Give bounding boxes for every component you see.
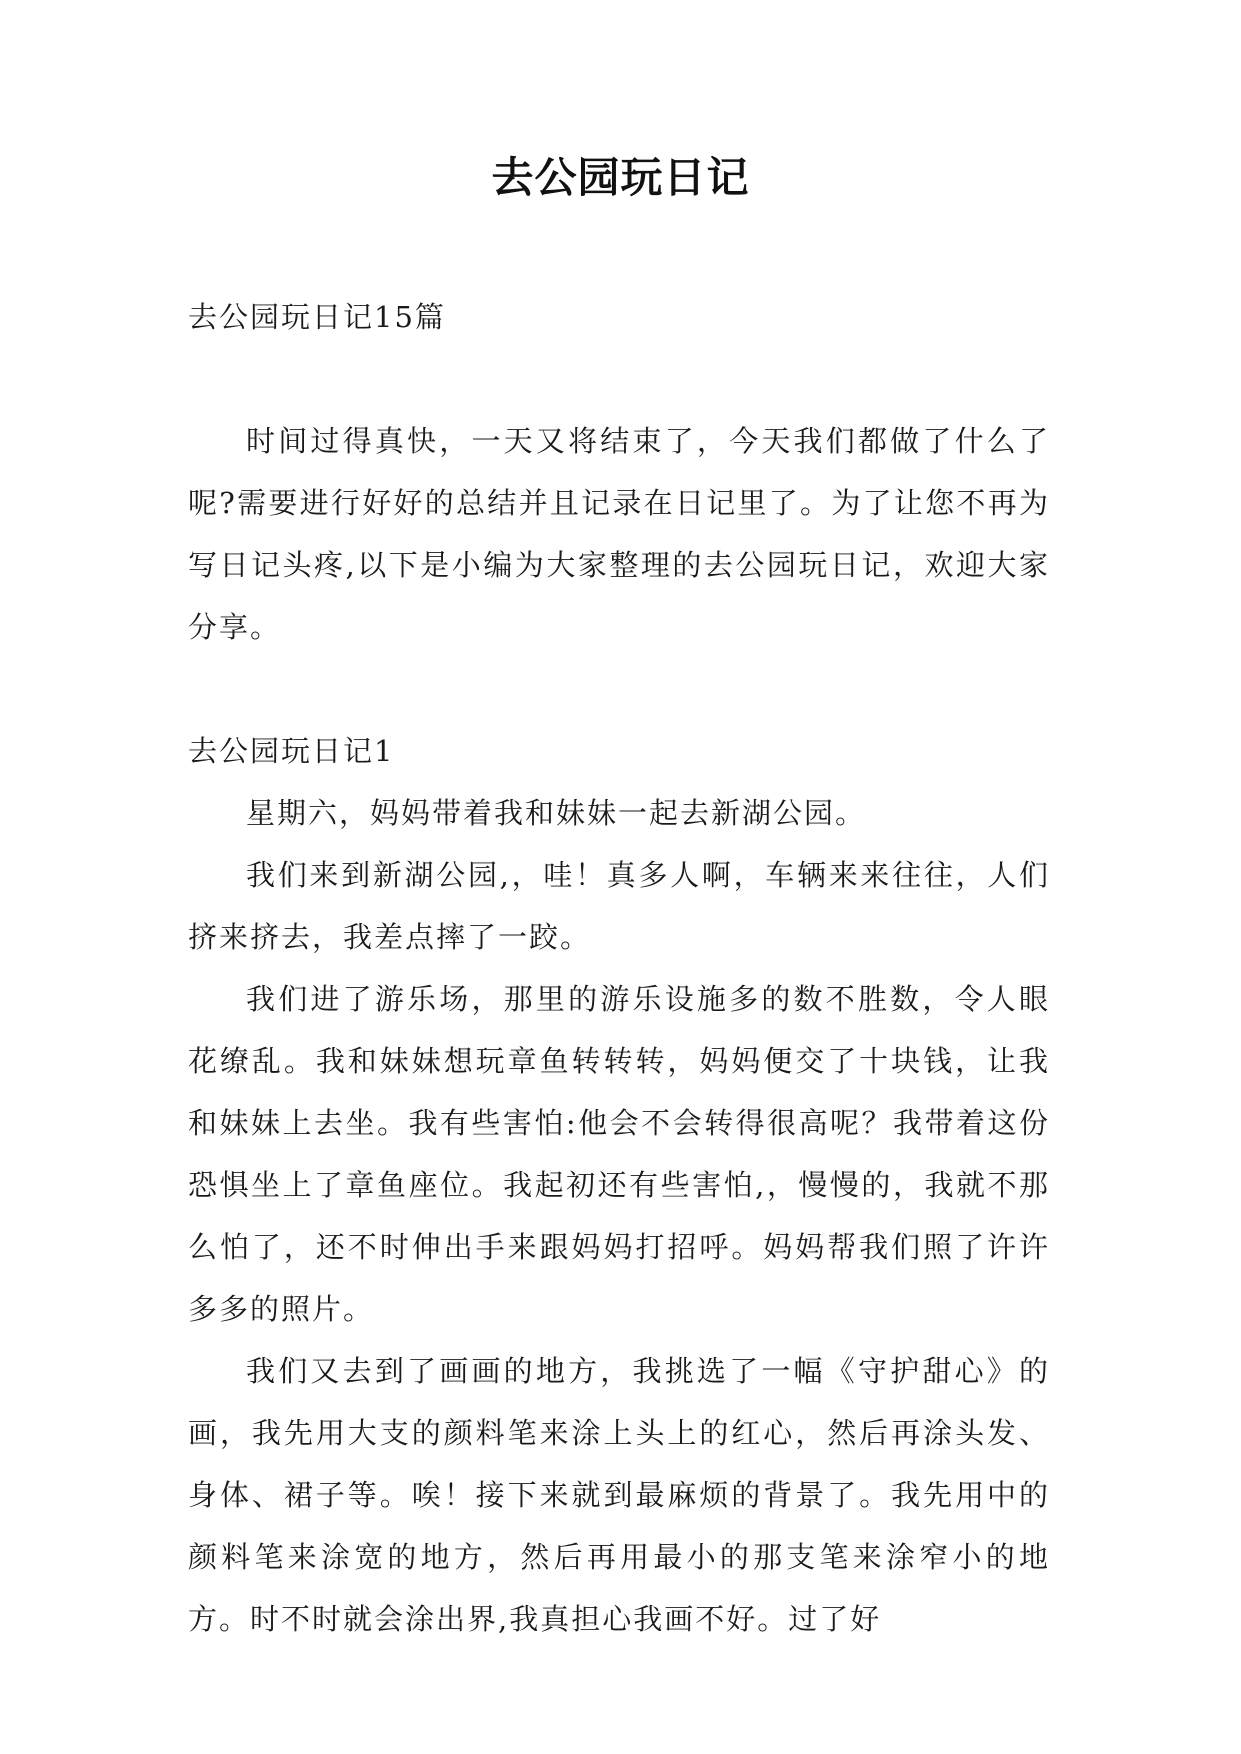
spacer [188,348,1050,410]
body-paragraph: 星期六，妈妈带着我和妹妹一起去新湖公园。 [246,796,867,830]
document-body [188,286,1050,1650]
document-title: 去公园玩日记 [491,153,750,202]
section-heading: 去公园玩日记1 [188,734,395,768]
spacer [188,658,1050,720]
body-paragraph: 我们来到新湖公园,，哇！真多人啊，车辆来来往往，人们挤来挤去，我差点摔了一跤。 [188,858,1050,954]
body-paragraph: 我们又去到了画画的地方，我挑选了一幅《守护甜心》的画，我先用大支的颜料笔来涂上头上的红心，然后再涂头发、身体、裙子等。唉！接下来就到最麻烦的背景了。我先用中的颜料笔来涂宽的地方，然后再用最小的那支笔来涂窄小的地方。时不时就会涂出界,我真担心我画不好。过了好 [188,1354,1050,1636]
body-paragraph: 我们进了游乐场，那里的游乐设施多的数不胜数，令人眼花缭乱。我和妹妹想玩章鱼转转转，妈妈便交了十块钱，让我和妹妹上去坐。我有些害怕:他会不会转得很高呢？我带着这份恐惧坐上了章鱼座位。我起初还有些害怕,，慢慢的，我就不那么怕了，还不时伸出手来跟妈妈打招呼。妈妈帮我们照了许许多多的照片。 [188,982,1050,1326]
intro-paragraph: 时间过得真快，一天又将结束了，今天我们都做了什么了呢?需要进行好好的总结并且记录在日记里了。为了让您不再为写日记头疼,以下是小编为大家整理的去公园玩日记，欢迎大家分享。 [188,424,1050,644]
document-subtitle: 去公园玩日记15篇 [188,300,446,334]
